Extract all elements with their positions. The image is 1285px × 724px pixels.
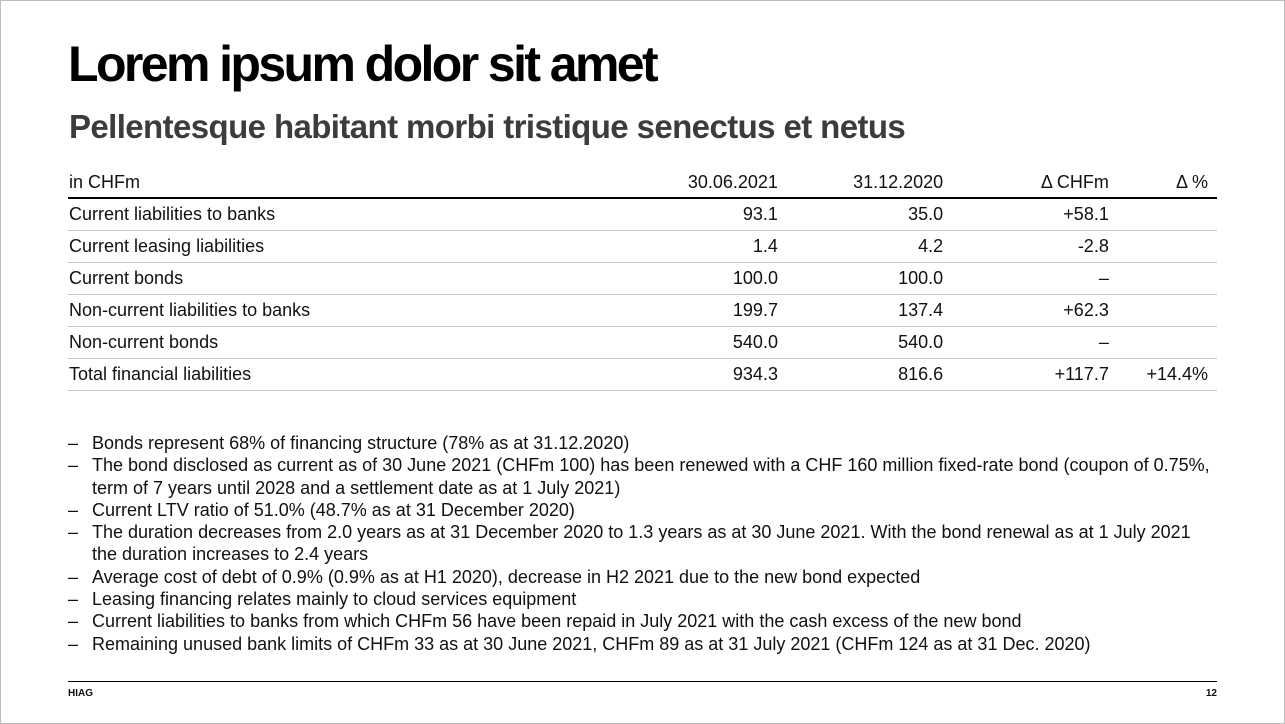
footer-divider <box>68 681 1217 682</box>
value-delta-percent: +14.4% <box>1109 359 1217 391</box>
slide-subtitle: Pellentesque habitant morbi tristique senectus et netus <box>69 108 906 145</box>
column-header-30-06-2021: 30.06.2021 <box>582 167 777 198</box>
page-number: 12 <box>1205 688 1217 699</box>
row-label: Non-current bonds <box>68 327 582 359</box>
row-label: Non-current liabilities to banks <box>68 295 582 327</box>
value-30-06-2021: 934.3 <box>582 359 777 391</box>
list-marker: – <box>68 433 79 453</box>
notes-list <box>68 432 1218 655</box>
financial-liabilities-table <box>68 167 1217 391</box>
list-item-text: Leasing financing relates mainly to cloud services equipment <box>92 589 577 610</box>
list-marker: – <box>68 522 79 543</box>
list-item <box>68 454 1218 499</box>
column-header-delta-percent: Δ % <box>1109 167 1217 198</box>
list-marker: – <box>68 633 79 654</box>
value-31-12-2020: 35.0 <box>778 198 943 231</box>
list-item-text: The duration decreases from 2.0 years as at 31 December 2020 to 1.3 years as at 30 June 2021. With the bond renewal as at 1 July 2021 the duration increases to 2.4 years <box>92 522 1191 565</box>
table-header-row <box>68 167 1217 198</box>
list-item <box>68 588 1218 610</box>
value-30-06-2021: 93.1 <box>582 198 777 231</box>
value-delta-chfm: – <box>943 263 1109 295</box>
row-label: Total financial liabilities <box>68 359 582 391</box>
row-label: Current leasing liabilities <box>68 231 582 263</box>
value-delta-chfm: +117.7 <box>943 359 1109 391</box>
value-delta-percent <box>1109 231 1217 263</box>
list-item <box>68 610 1218 632</box>
footer-brand: HIAG <box>68 688 93 699</box>
table-row <box>68 198 1217 231</box>
value-30-06-2021: 100.0 <box>582 263 777 295</box>
value-delta-percent <box>1109 198 1217 231</box>
table-row <box>68 327 1217 359</box>
list-item-text: Current LTV ratio of 51.0% (48.7% as at 31 December 2020) <box>92 499 575 520</box>
list-marker: – <box>68 566 79 587</box>
list-item-text: Remaining unused bank limits of CHFm 33 as at 30 June 2021, CHFm 89 as at 31 July 2021 (CHFm 124 as at 31 Dec. 2020) <box>92 633 1091 654</box>
row-label: Current bonds <box>68 263 582 295</box>
list-marker: – <box>68 499 79 520</box>
value-31-12-2020: 137.4 <box>778 295 943 327</box>
list-item <box>68 432 1218 454</box>
list-item-text: The bond disclosed as current as of 30 June 2021 (CHFm 100) has been renewed with a CHF 160 million fixed-rate bond (coupon of 0.75%, term of 7 years until 2028 and a settlement date as at 1 July 2021) <box>92 455 1210 498</box>
list-marker: – <box>68 455 79 476</box>
list-item-text: Current liabilities to banks from which CHFm 56 have been repaid in July 2021 with the cash excess of the new bond <box>92 611 1022 632</box>
slide-title: Lorem ipsum dolor sit amet <box>68 36 657 92</box>
value-30-06-2021: 540.0 <box>582 327 777 359</box>
value-delta-percent <box>1109 327 1217 359</box>
table-row <box>68 295 1217 327</box>
list-marker: – <box>68 589 79 610</box>
column-header-31-12-2020: 31.12.2020 <box>778 167 943 198</box>
list-item <box>68 566 1218 588</box>
column-header-delta-chfm: Δ CHFm <box>943 167 1109 198</box>
value-31-12-2020: 816.6 <box>778 359 943 391</box>
list-item-text: Average cost of debt of 0.9% (0.9% as at H1 2020), decrease in H2 2021 due to the new bond expected <box>92 566 921 587</box>
value-30-06-2021: 1.4 <box>582 231 777 263</box>
value-31-12-2020: 100.0 <box>778 263 943 295</box>
value-delta-chfm: +58.1 <box>943 198 1109 231</box>
value-delta-chfm: +62.3 <box>943 295 1109 327</box>
list-item <box>68 499 1218 521</box>
value-delta-percent <box>1109 263 1217 295</box>
value-delta-chfm: – <box>943 327 1109 359</box>
value-31-12-2020: 4.2 <box>778 231 943 263</box>
table-row <box>68 231 1217 263</box>
table-row-total <box>68 359 1217 391</box>
list-item <box>68 633 1218 655</box>
table-row <box>68 263 1217 295</box>
list-item <box>68 521 1218 566</box>
row-label: Current liabilities to banks <box>68 198 582 231</box>
value-30-06-2021: 199.7 <box>582 295 777 327</box>
list-item-text: Bonds represent 68% of financing structure (78% as at 31.12.2020) <box>92 433 630 453</box>
value-delta-percent <box>1109 295 1217 327</box>
column-header-label: in CHFm <box>68 167 582 198</box>
value-31-12-2020: 540.0 <box>778 327 943 359</box>
value-delta-chfm: -2.8 <box>943 231 1109 263</box>
list-marker: – <box>68 611 79 632</box>
